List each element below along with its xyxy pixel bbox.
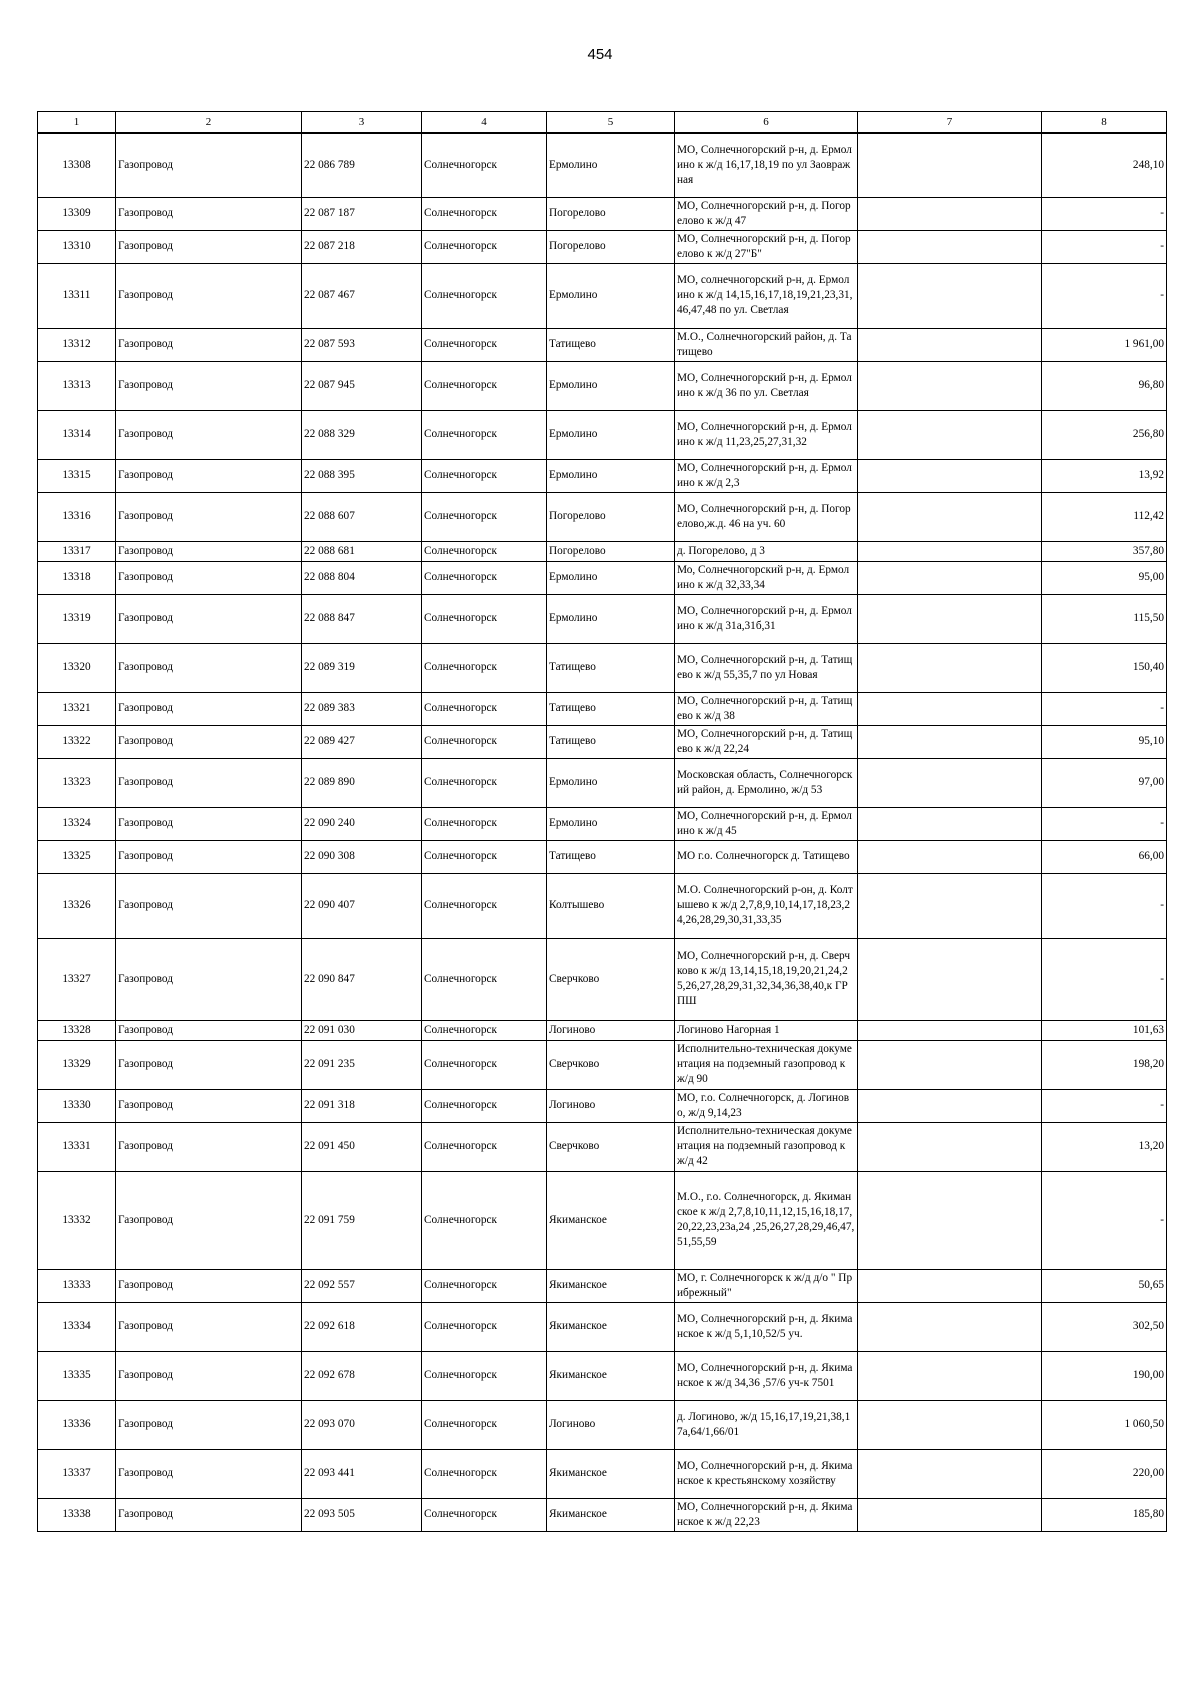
object-name-cell: Газопровод — [116, 1400, 302, 1449]
length-value-cell: 115,50 — [1042, 594, 1167, 643]
length-value-cell: 50,65 — [1042, 1269, 1167, 1302]
object-name-cell: Газопровод — [116, 1020, 302, 1040]
city-cell: Солнечногорск — [422, 1498, 547, 1531]
empty-cell — [858, 725, 1042, 758]
inventory-code-cell: 22 090 308 — [302, 840, 422, 873]
address-cell: МО, Солнечногорский р-н, д. Ермолино к ж/д 31а,31б,31 — [675, 594, 858, 643]
inventory-code-cell: 22 088 681 — [302, 541, 422, 561]
city-cell: Солнечногорск — [422, 410, 547, 459]
empty-cell — [858, 594, 1042, 643]
inventory-code-cell: 22 087 187 — [302, 197, 422, 230]
address-cell: МО, Солнечногорский р-н, д. Татищево к ж/д 38 — [675, 692, 858, 725]
inventory-code-cell: 22 092 557 — [302, 1269, 422, 1302]
empty-cell — [858, 1171, 1042, 1269]
empty-cell — [858, 561, 1042, 594]
object-name-cell: Газопровод — [116, 1089, 302, 1122]
empty-cell — [858, 328, 1042, 361]
city-cell: Солнечногорск — [422, 1400, 547, 1449]
empty-cell — [858, 492, 1042, 541]
locality-cell: Татищево — [547, 328, 675, 361]
locality-cell: Якиманское — [547, 1351, 675, 1400]
empty-cell — [858, 410, 1042, 459]
row-id-cell: 13332 — [38, 1171, 116, 1269]
length-value-cell: 256,80 — [1042, 410, 1167, 459]
locality-cell: Якиманское — [547, 1449, 675, 1498]
empty-cell — [858, 263, 1042, 328]
empty-cell — [858, 197, 1042, 230]
address-cell: Логиново Нагорная 1 — [675, 1020, 858, 1040]
address-cell: МО, Солнечногорский р-н, д. Погорелово к ж/д 47 — [675, 197, 858, 230]
empty-cell — [858, 133, 1042, 197]
city-cell: Солнечногорск — [422, 758, 547, 807]
city-cell: Солнечногорск — [422, 459, 547, 492]
locality-cell: Ермолино — [547, 561, 675, 594]
city-cell: Солнечногорск — [422, 492, 547, 541]
length-value-cell: 112,42 — [1042, 492, 1167, 541]
table-row — [38, 561, 1167, 594]
table-row — [38, 1089, 1167, 1122]
city-cell: Солнечногорск — [422, 873, 547, 938]
inventory-code-cell: 22 088 847 — [302, 594, 422, 643]
table-row — [38, 1400, 1167, 1449]
object-name-cell: Газопровод — [116, 459, 302, 492]
empty-cell — [858, 758, 1042, 807]
inventory-code-cell: 22 089 890 — [302, 758, 422, 807]
address-cell: МО, Солнечногорский р-н, д. Погорелово к ж/д 27"Б" — [675, 230, 858, 263]
table-row — [38, 1122, 1167, 1171]
object-name-cell: Газопровод — [116, 1122, 302, 1171]
city-cell: Солнечногорск — [422, 1269, 547, 1302]
row-id-cell: 13314 — [38, 410, 116, 459]
city-cell: Солнечногорск — [422, 840, 547, 873]
address-cell: М.О. Солнечногорский р-он, д. Колтышево к ж/д 2,7,8,9,10,14,17,18,23,24,26,28,29,30,31,33,35 — [675, 873, 858, 938]
address-cell: МО, г. Солнечногорск к ж/д д/о " Прибрежный" — [675, 1269, 858, 1302]
address-cell: МО, Солнечногорский р-н, д. Татищево к ж/д 55,35,7 по ул Новая — [675, 643, 858, 692]
locality-cell: Ермолино — [547, 594, 675, 643]
table-row — [38, 873, 1167, 938]
table-row — [38, 938, 1167, 1020]
row-id-cell: 13327 — [38, 938, 116, 1020]
city-cell: Солнечногорск — [422, 1020, 547, 1040]
length-value-cell: 66,00 — [1042, 840, 1167, 873]
length-value-cell: - — [1042, 692, 1167, 725]
table-row — [38, 807, 1167, 840]
empty-cell — [858, 459, 1042, 492]
row-id-cell: 13312 — [38, 328, 116, 361]
row-id-cell: 13311 — [38, 263, 116, 328]
object-name-cell: Газопровод — [116, 938, 302, 1020]
locality-cell: Ермолино — [547, 758, 675, 807]
empty-cell — [858, 1302, 1042, 1351]
locality-cell: Якиманское — [547, 1171, 675, 1269]
address-cell: МО, Солнечногорский р-н, д. Ермолино к ж/д 45 — [675, 807, 858, 840]
row-id-cell: 13338 — [38, 1498, 116, 1531]
address-cell: МО, Солнечногорский р-н, д. Ермолино к ж/д 36 по ул. Светлая — [675, 361, 858, 410]
object-name-cell: Газопровод — [116, 692, 302, 725]
empty-cell — [858, 840, 1042, 873]
length-value-cell: 97,00 — [1042, 758, 1167, 807]
city-cell: Солнечногорск — [422, 1302, 547, 1351]
locality-cell: Логиново — [547, 1089, 675, 1122]
column-header: 6 — [675, 112, 858, 134]
address-cell: МО, Солнечногорский р-н, д. Татищево к ж/д 22,24 — [675, 725, 858, 758]
table-row — [38, 361, 1167, 410]
table-row — [38, 1269, 1167, 1302]
address-cell: Мо, Солнечногорский р-н, д. Ермолино к ж/д 32,33,34 — [675, 561, 858, 594]
object-name-cell: Газопровод — [116, 492, 302, 541]
city-cell: Солнечногорск — [422, 1171, 547, 1269]
empty-cell — [858, 873, 1042, 938]
length-value-cell: 13,92 — [1042, 459, 1167, 492]
empty-cell — [858, 1400, 1042, 1449]
locality-cell: Татищево — [547, 692, 675, 725]
row-id-cell: 13334 — [38, 1302, 116, 1351]
row-id-cell: 13318 — [38, 561, 116, 594]
object-name-cell: Газопровод — [116, 840, 302, 873]
empty-cell — [858, 230, 1042, 263]
inventory-code-cell: 22 088 607 — [302, 492, 422, 541]
length-value-cell: 96,80 — [1042, 361, 1167, 410]
object-name-cell: Газопровод — [116, 1171, 302, 1269]
address-cell: д. Логиново, ж/д 15,16,17,19,21,38,17а,64/1,66/01 — [675, 1400, 858, 1449]
table-row — [38, 328, 1167, 361]
city-cell: Солнечногорск — [422, 263, 547, 328]
object-name-cell: Газопровод — [116, 758, 302, 807]
object-name-cell: Газопровод — [116, 1449, 302, 1498]
table-row — [38, 1020, 1167, 1040]
object-name-cell: Газопровод — [116, 807, 302, 840]
row-id-cell: 13310 — [38, 230, 116, 263]
length-value-cell: - — [1042, 807, 1167, 840]
length-value-cell: 13,20 — [1042, 1122, 1167, 1171]
row-id-cell: 13333 — [38, 1269, 116, 1302]
address-cell: МО, Солнечногорский р-н, д. Сверчково к ж/д 13,14,15,18,19,20,21,24,25,26,27,28,29,31,32,34,36,38,40,к ГРПШ — [675, 938, 858, 1020]
locality-cell: Ермолино — [547, 133, 675, 197]
table-row — [38, 410, 1167, 459]
table-row — [38, 692, 1167, 725]
length-value-cell: - — [1042, 938, 1167, 1020]
object-name-cell: Газопровод — [116, 328, 302, 361]
table-row — [38, 230, 1167, 263]
locality-cell: Ермолино — [547, 410, 675, 459]
inventory-code-cell: 22 093 441 — [302, 1449, 422, 1498]
length-value-cell: 1 961,00 — [1042, 328, 1167, 361]
object-name-cell: Газопровод — [116, 561, 302, 594]
locality-cell: Якиманское — [547, 1498, 675, 1531]
row-id-cell: 13313 — [38, 361, 116, 410]
page-number: 454 — [587, 46, 613, 63]
empty-cell — [858, 1020, 1042, 1040]
length-value-cell: - — [1042, 263, 1167, 328]
row-id-cell: 13321 — [38, 692, 116, 725]
object-name-cell: Газопровод — [116, 594, 302, 643]
locality-cell: Татищево — [547, 840, 675, 873]
locality-cell: Татищево — [547, 643, 675, 692]
length-value-cell: - — [1042, 230, 1167, 263]
row-id-cell: 13319 — [38, 594, 116, 643]
city-cell: Солнечногорск — [422, 725, 547, 758]
table-row — [38, 133, 1167, 197]
empty-cell — [858, 361, 1042, 410]
city-cell: Солнечногорск — [422, 692, 547, 725]
inventory-code-cell: 22 088 329 — [302, 410, 422, 459]
address-cell: МО, солнечногорский р-н, д. Ермолино к ж/д 14,15,16,17,18,19,21,23,31,46,47,48 по ул. Светлая — [675, 263, 858, 328]
object-name-cell: Газопровод — [116, 725, 302, 758]
address-cell: МО, Солнечногорский р-н, д. Ермолино к ж/д 11,23,25,27,31,32 — [675, 410, 858, 459]
row-id-cell: 13328 — [38, 1020, 116, 1040]
empty-cell — [858, 1449, 1042, 1498]
locality-cell: Якиманское — [547, 1269, 675, 1302]
row-id-cell: 13336 — [38, 1400, 116, 1449]
inventory-code-cell: 22 086 789 — [302, 133, 422, 197]
city-cell: Солнечногорск — [422, 1089, 547, 1122]
address-cell: Московская область, Солнечногорский район, д. Ермолино, ж/д 53 — [675, 758, 858, 807]
row-id-cell: 13316 — [38, 492, 116, 541]
length-value-cell: - — [1042, 197, 1167, 230]
object-name-cell: Газопровод — [116, 1498, 302, 1531]
table-row — [38, 1040, 1167, 1089]
address-cell: МО, Солнечногорский р-н, д. Якиманское к крестьянскому хозяйству — [675, 1449, 858, 1498]
table-row — [38, 459, 1167, 492]
address-cell: МО, Солнечногорский р-н, д. Погорелово,ж.д. 46 на уч. 60 — [675, 492, 858, 541]
city-cell: Солнечногорск — [422, 133, 547, 197]
inventory-code-cell: 22 091 759 — [302, 1171, 422, 1269]
table-row — [38, 643, 1167, 692]
length-value-cell: 220,00 — [1042, 1449, 1167, 1498]
address-cell: МО, Солнечногорский р-н, д. Якиманское к ж/д 5,1,10,52/5 уч. — [675, 1302, 858, 1351]
locality-cell: Ермолино — [547, 807, 675, 840]
length-value-cell: 190,00 — [1042, 1351, 1167, 1400]
column-header: 1 — [38, 112, 116, 134]
address-cell: М.О., г.о. Солнечногорск, д. Якиманское к ж/д 2,7,8,10,11,12,15,16,18,17,20,22,23,23а,24 ,25,26,27,28,29,46,47,51,55,59 — [675, 1171, 858, 1269]
city-cell: Солнечногорск — [422, 594, 547, 643]
inventory-code-cell: 22 093 070 — [302, 1400, 422, 1449]
empty-cell — [858, 1498, 1042, 1531]
row-id-cell: 13322 — [38, 725, 116, 758]
locality-cell: Якиманское — [547, 1302, 675, 1351]
table-body — [38, 133, 1167, 1531]
object-name-cell: Газопровод — [116, 1040, 302, 1089]
table-row — [38, 594, 1167, 643]
row-id-cell: 13317 — [38, 541, 116, 561]
address-cell: МО, г.о. Солнечногорск, д. Логиново, ж/д 9,14,23 — [675, 1089, 858, 1122]
locality-cell: Сверчково — [547, 938, 675, 1020]
inventory-code-cell: 22 087 593 — [302, 328, 422, 361]
empty-cell — [858, 1122, 1042, 1171]
city-cell: Солнечногорск — [422, 1122, 547, 1171]
row-id-cell: 13324 — [38, 807, 116, 840]
locality-cell: Погорелово — [547, 230, 675, 263]
length-value-cell: 150,40 — [1042, 643, 1167, 692]
registry-table — [37, 111, 1167, 1532]
locality-cell: Ермолино — [547, 263, 675, 328]
column-header: 4 — [422, 112, 547, 134]
address-cell: Исполнительно-техническая документация на подземный газопровод к ж/д 42 — [675, 1122, 858, 1171]
table-row — [38, 263, 1167, 328]
city-cell: Солнечногорск — [422, 643, 547, 692]
object-name-cell: Газопровод — [116, 1302, 302, 1351]
inventory-code-cell: 22 088 804 — [302, 561, 422, 594]
object-name-cell: Газопровод — [116, 263, 302, 328]
object-name-cell: Газопровод — [116, 541, 302, 561]
locality-cell: Ермолино — [547, 361, 675, 410]
row-id-cell: 13330 — [38, 1089, 116, 1122]
inventory-code-cell: 22 091 450 — [302, 1122, 422, 1171]
table-row — [38, 725, 1167, 758]
table-row — [38, 541, 1167, 561]
city-cell: Солнечногорск — [422, 361, 547, 410]
inventory-code-cell: 22 089 427 — [302, 725, 422, 758]
address-cell: д. Погорелово, д 3 — [675, 541, 858, 561]
table-row — [38, 840, 1167, 873]
table-row — [38, 1171, 1167, 1269]
empty-cell — [858, 692, 1042, 725]
inventory-code-cell: 22 091 318 — [302, 1089, 422, 1122]
city-cell: Солнечногорск — [422, 328, 547, 361]
length-value-cell: 95,00 — [1042, 561, 1167, 594]
length-value-cell: 185,80 — [1042, 1498, 1167, 1531]
length-value-cell: - — [1042, 1089, 1167, 1122]
empty-cell — [858, 807, 1042, 840]
row-id-cell: 13308 — [38, 133, 116, 197]
table-row — [38, 758, 1167, 807]
locality-cell: Ермолино — [547, 459, 675, 492]
length-value-cell: 101,63 — [1042, 1020, 1167, 1040]
city-cell: Солнечногорск — [422, 1040, 547, 1089]
row-id-cell: 13335 — [38, 1351, 116, 1400]
column-header: 2 — [116, 112, 302, 134]
inventory-code-cell: 22 092 678 — [302, 1351, 422, 1400]
length-value-cell: 198,20 — [1042, 1040, 1167, 1089]
empty-cell — [858, 1040, 1042, 1089]
row-id-cell: 13325 — [38, 840, 116, 873]
locality-cell: Татищево — [547, 725, 675, 758]
object-name-cell: Газопровод — [116, 410, 302, 459]
row-id-cell: 13326 — [38, 873, 116, 938]
city-cell: Солнечногорск — [422, 807, 547, 840]
length-value-cell: 248,10 — [1042, 133, 1167, 197]
table-row — [38, 1351, 1167, 1400]
locality-cell: Сверчково — [547, 1040, 675, 1089]
object-name-cell: Газопровод — [116, 643, 302, 692]
empty-cell — [858, 1351, 1042, 1400]
length-value-cell: 1 060,50 — [1042, 1400, 1167, 1449]
address-cell: МО г.о. Солнечногорск д. Татищево — [675, 840, 858, 873]
address-cell: Исполнительно-техническая документация на подземный газопровод к ж/д 90 — [675, 1040, 858, 1089]
inventory-code-cell: 22 088 395 — [302, 459, 422, 492]
row-id-cell: 13331 — [38, 1122, 116, 1171]
row-id-cell: 13323 — [38, 758, 116, 807]
city-cell: Солнечногорск — [422, 1449, 547, 1498]
inventory-code-cell: 22 093 505 — [302, 1498, 422, 1531]
length-value-cell: 357,80 — [1042, 541, 1167, 561]
empty-cell — [858, 1269, 1042, 1302]
row-id-cell: 13315 — [38, 459, 116, 492]
length-value-cell: - — [1042, 873, 1167, 938]
column-header: 5 — [547, 112, 675, 134]
city-cell: Солнечногорск — [422, 197, 547, 230]
address-cell: М.О., Солнечногорский район, д. Татищево — [675, 328, 858, 361]
inventory-code-cell: 22 092 618 — [302, 1302, 422, 1351]
object-name-cell: Газопровод — [116, 133, 302, 197]
city-cell: Солнечногорск — [422, 561, 547, 594]
inventory-code-cell: 22 087 218 — [302, 230, 422, 263]
column-header: 3 — [302, 112, 422, 134]
object-name-cell: Газопровод — [116, 1351, 302, 1400]
inventory-code-cell: 22 087 945 — [302, 361, 422, 410]
row-id-cell: 13309 — [38, 197, 116, 230]
empty-cell — [858, 541, 1042, 561]
city-cell: Солнечногорск — [422, 1351, 547, 1400]
locality-cell: Логиново — [547, 1020, 675, 1040]
empty-cell — [858, 1089, 1042, 1122]
address-cell: МО, Солнечногорский р-н, д. Ермолино к ж/д 2,3 — [675, 459, 858, 492]
length-value-cell: 95,10 — [1042, 725, 1167, 758]
empty-cell — [858, 643, 1042, 692]
table-row — [38, 492, 1167, 541]
object-name-cell: Газопровод — [116, 361, 302, 410]
row-id-cell: 13329 — [38, 1040, 116, 1089]
length-value-cell: - — [1042, 1171, 1167, 1269]
table-row — [38, 197, 1167, 230]
table-row — [38, 1449, 1167, 1498]
address-cell: МО, Солнечногорский р-н, д. Якиманское к ж/д 22,23 — [675, 1498, 858, 1531]
table-row — [38, 1302, 1167, 1351]
locality-cell: Погорелово — [547, 492, 675, 541]
object-name-cell: Газопровод — [116, 873, 302, 938]
locality-cell: Погорелово — [547, 541, 675, 561]
address-cell: МО, Солнечногорский р-н, д. Якиманское к ж/д 34,36 ,57/6 уч-к 7501 — [675, 1351, 858, 1400]
city-cell: Солнечногорск — [422, 938, 547, 1020]
locality-cell: Логиново — [547, 1400, 675, 1449]
empty-cell — [858, 938, 1042, 1020]
city-cell: Солнечногорск — [422, 541, 547, 561]
object-name-cell: Газопровод — [116, 230, 302, 263]
header-row — [38, 112, 1167, 134]
locality-cell: Сверчково — [547, 1122, 675, 1171]
inventory-code-cell: 22 089 319 — [302, 643, 422, 692]
locality-cell: Погорелово — [547, 197, 675, 230]
city-cell: Солнечногорск — [422, 230, 547, 263]
object-name-cell: Газопровод — [116, 197, 302, 230]
inventory-code-cell: 22 090 240 — [302, 807, 422, 840]
row-id-cell: 13320 — [38, 643, 116, 692]
inventory-code-cell: 22 091 235 — [302, 1040, 422, 1089]
table-row — [38, 1498, 1167, 1531]
row-id-cell: 13337 — [38, 1449, 116, 1498]
address-cell: МО, Солнечногорский р-н, д. Ермолино к ж/д 16,17,18,19 по ул Заовражная — [675, 133, 858, 197]
inventory-code-cell: 22 090 407 — [302, 873, 422, 938]
inventory-code-cell: 22 090 847 — [302, 938, 422, 1020]
object-name-cell: Газопровод — [116, 1269, 302, 1302]
inventory-code-cell: 22 087 467 — [302, 263, 422, 328]
column-header: 7 — [858, 112, 1042, 134]
locality-cell: Колтышево — [547, 873, 675, 938]
inventory-code-cell: 22 091 030 — [302, 1020, 422, 1040]
column-header: 8 — [1042, 112, 1167, 134]
length-value-cell: 302,50 — [1042, 1302, 1167, 1351]
inventory-code-cell: 22 089 383 — [302, 692, 422, 725]
